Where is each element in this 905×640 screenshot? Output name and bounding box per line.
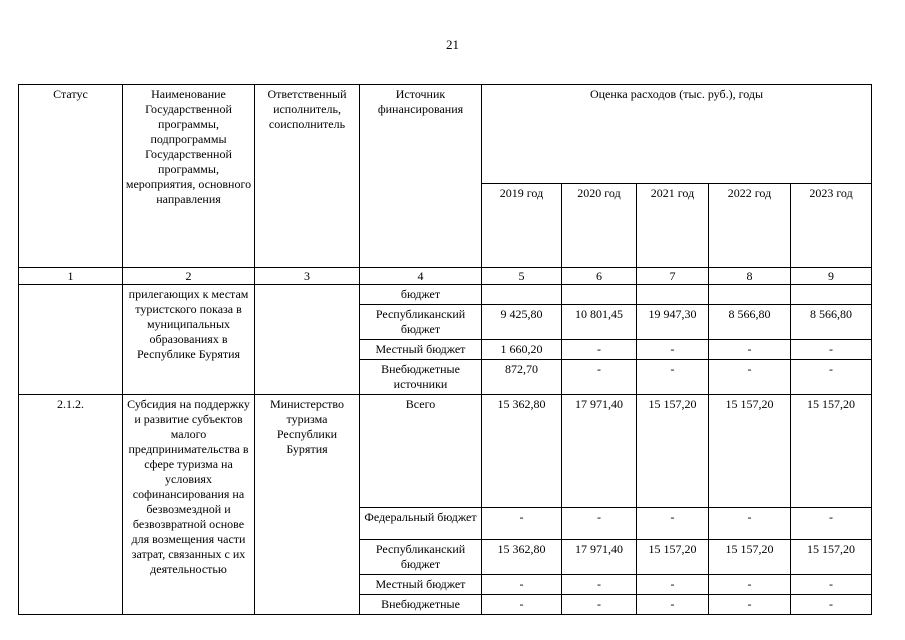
value-cell: - — [637, 595, 709, 615]
source-cell: Республиканский бюджет — [360, 305, 482, 340]
value-cell: - — [637, 340, 709, 360]
source-cell: Местный бюджет — [360, 340, 482, 360]
column-number: 7 — [637, 268, 709, 285]
row-name: Субсидия на поддержку и развитие субъектов малого предпринимательства в сфере туризма на условиях софинансирования на безвозмездной и безвозвратной основе для возмещения части затрат, связанных с их деятельностью — [123, 395, 255, 615]
value-cell — [482, 285, 562, 305]
header-status: Статус — [19, 85, 123, 268]
value-cell: - — [562, 508, 637, 540]
value-cell: - — [791, 575, 872, 595]
value-cell: - — [482, 595, 562, 615]
header-year: 2023 год — [791, 184, 872, 268]
header-expenses: Оценка расходов (тыс. руб.), годы — [482, 85, 872, 184]
value-cell: - — [709, 595, 791, 615]
value-cell: - — [709, 360, 791, 395]
value-cell — [562, 285, 637, 305]
source-cell: Внебюджетные источники — [360, 360, 482, 395]
header-executor: Ответственный исполнитель, соисполнитель — [255, 85, 360, 268]
value-cell: 8 566,80 — [791, 305, 872, 340]
column-number: 9 — [791, 268, 872, 285]
value-cell: 15 157,20 — [791, 540, 872, 575]
row-status: 2.1.2. — [19, 395, 123, 615]
source-cell: Федеральный бюджет — [360, 508, 482, 540]
column-number: 2 — [123, 268, 255, 285]
column-number: 1 — [19, 268, 123, 285]
source-cell: Республиканский бюджет — [360, 540, 482, 575]
value-cell: - — [791, 360, 872, 395]
value-cell: - — [637, 575, 709, 595]
column-number: 3 — [255, 268, 360, 285]
value-cell: 17 971,40 — [562, 395, 637, 508]
value-cell: 9 425,80 — [482, 305, 562, 340]
value-cell: - — [482, 508, 562, 540]
value-cell: 8 566,80 — [709, 305, 791, 340]
value-cell: - — [562, 340, 637, 360]
value-cell: - — [637, 360, 709, 395]
value-cell — [709, 285, 791, 305]
page-number: 21 — [446, 37, 459, 52]
value-cell: - — [637, 508, 709, 540]
value-cell: 19 947,30 — [637, 305, 709, 340]
value-cell: - — [709, 340, 791, 360]
value-cell: 15 157,20 — [709, 395, 791, 508]
value-cell: 17 971,40 — [562, 540, 637, 575]
column-number: 4 — [360, 268, 482, 285]
value-cell: - — [709, 575, 791, 595]
row-executor — [255, 285, 360, 395]
value-cell: 15 157,20 — [791, 395, 872, 508]
source-cell: Местный бюджет — [360, 575, 482, 595]
header-year: 2021 год — [637, 184, 709, 268]
value-cell: - — [791, 595, 872, 615]
value-cell: - — [562, 575, 637, 595]
row-status — [19, 285, 123, 395]
value-cell: - — [562, 360, 637, 395]
row-executor: Министерство туризма Республики Бурятия — [255, 395, 360, 615]
value-cell: 872,70 — [482, 360, 562, 395]
header-year: 2022 год — [709, 184, 791, 268]
header-year: 2019 год — [482, 184, 562, 268]
value-cell: - — [482, 575, 562, 595]
source-cell: Всего — [360, 395, 482, 508]
value-cell — [637, 285, 709, 305]
header-name: Наименование Государственной программы, подпрограммы Государственной программы, мероприятия, основного направления — [123, 85, 255, 268]
value-cell: 10 801,45 — [562, 305, 637, 340]
value-cell: - — [709, 508, 791, 540]
value-cell: 15 157,20 — [637, 540, 709, 575]
value-cell: 1 660,20 — [482, 340, 562, 360]
value-cell: 15 362,80 — [482, 395, 562, 508]
value-cell: 15 157,20 — [637, 395, 709, 508]
source-cell: Внебюджетные — [360, 595, 482, 615]
value-cell — [791, 285, 872, 305]
source-cell: бюджет — [360, 285, 482, 305]
value-cell: 15 362,80 — [482, 540, 562, 575]
row-name: прилегающих к местам туристского показа в муниципальных образованиях в Республике Бурятия — [123, 285, 255, 395]
value-cell: - — [562, 595, 637, 615]
value-cell: - — [791, 508, 872, 540]
value-cell: - — [791, 340, 872, 360]
value-cell: 15 157,20 — [709, 540, 791, 575]
budget-table — [18, 84, 872, 615]
column-number: 8 — [709, 268, 791, 285]
column-number: 5 — [482, 268, 562, 285]
header-source: Источник финансирования — [360, 85, 482, 268]
column-number: 6 — [562, 268, 637, 285]
header-year: 2020 год — [562, 184, 637, 268]
